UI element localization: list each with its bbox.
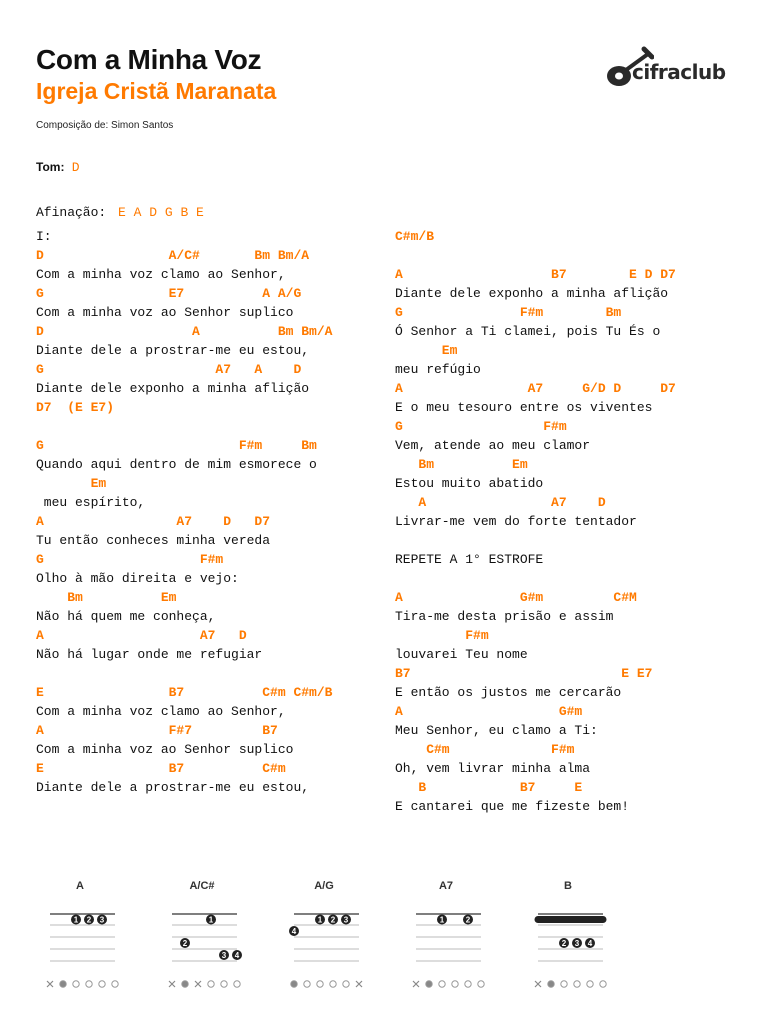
chord-diagram-grid [40, 902, 120, 992]
chord-line[interactable]: G A7 A D [36, 362, 302, 377]
open-string-marker [478, 981, 484, 987]
chord-line[interactable]: G F#m [36, 552, 224, 567]
chord-line[interactable]: Em [395, 343, 458, 358]
open-string-marker [73, 981, 79, 987]
chord-line[interactable]: G E7 A A/G [36, 286, 302, 301]
lyric-line [395, 246, 676, 265]
tom-row [36, 160, 80, 175]
open-string-marker [182, 981, 188, 987]
chord-diagram-grid [406, 902, 486, 992]
artist-link[interactable]: Igreja Cristã Maranata [36, 78, 277, 104]
finger-number: 2 [182, 939, 188, 948]
open-string-marker [60, 981, 66, 987]
open-string-marker [330, 981, 336, 987]
chord-line[interactable]: Em [36, 476, 107, 491]
chord-diagram-name: A [76, 880, 84, 892]
open-string-marker [452, 981, 458, 987]
lyric-line: louvarei Teu nome [395, 647, 528, 662]
chord-line[interactable]: G F#m Bm [36, 438, 317, 453]
muted-string-marker [169, 981, 175, 987]
song-title: Com a Minha Voz [36, 44, 262, 75]
chord-line[interactable]: Bm Em [36, 590, 177, 605]
chord-line[interactable]: F#m [395, 628, 489, 643]
lyric-line: Tira-me desta prisão e assim [395, 609, 614, 624]
open-string-marker [343, 981, 349, 987]
lyric-line: Estou muito abatido [395, 476, 544, 491]
open-string-marker [548, 981, 554, 987]
lyric-line [395, 569, 676, 588]
open-string-marker [221, 981, 227, 987]
finger-number: 1 [439, 915, 445, 925]
lyric-line: Tu então conheces minha vereda [36, 533, 271, 548]
chord-diagram[interactable] [162, 872, 242, 1002]
chord-line[interactable]: D7 (E E7) [36, 400, 115, 415]
chord-diagram-name: A/C# [189, 880, 215, 892]
lyric-line: Olho à mão direita e vejo: [36, 571, 239, 586]
lyric-line: Diante dele exponho a minha aflição [36, 381, 310, 396]
lyric-line: Não há quem me conheça, [36, 609, 216, 624]
lyric-line [36, 664, 332, 683]
chord-diagram[interactable] [40, 872, 120, 1002]
tuning-row [36, 205, 204, 220]
open-string-marker [234, 981, 240, 987]
finger-number: 4 [234, 951, 240, 960]
chord-line[interactable]: D A/C# Bm Bm/A [36, 248, 310, 263]
chord-diagram-grid [528, 902, 608, 992]
chord-line[interactable]: A G#m [395, 704, 583, 719]
open-string-marker [439, 981, 445, 987]
chord-line[interactable]: A G#m C#M [395, 590, 637, 605]
lyric-line: Oh, vem livrar minha alma [395, 761, 591, 776]
open-string-marker [600, 981, 606, 987]
lyric-line: meu espírito, [36, 495, 146, 510]
lyric-line: REPETE A 1° ESTROFE [395, 552, 544, 567]
lyric-line: E cantarei que me fizeste bem! [395, 799, 630, 814]
tuning-label: Afinação: [36, 205, 107, 220]
chord-line[interactable]: G F#m Bm [395, 305, 622, 320]
open-string-marker [99, 981, 105, 987]
open-string-marker [465, 981, 471, 987]
open-string-marker [291, 981, 297, 987]
open-string-marker [304, 981, 310, 987]
lyrics-column-right [395, 227, 676, 816]
muted-string-marker [535, 981, 541, 987]
chord-diagram-name: A7 [438, 880, 454, 892]
lyric-line: Não há lugar onde me refugiar [36, 647, 263, 662]
finger-number: 2 [330, 915, 336, 925]
chord-diagram-name: B [564, 880, 572, 892]
lyric-line [36, 417, 332, 436]
finger-number: 1 [208, 915, 214, 925]
composer-credit: Composição de: Simon Santos [36, 120, 174, 131]
lyric-line: Diante dele a prostrar-me eu estou, [36, 343, 310, 358]
finger-number: 2 [86, 915, 92, 925]
chord-diagram-name: A/G [314, 880, 334, 892]
open-string-marker [426, 981, 432, 987]
chord-line[interactable]: E B7 C#m [36, 761, 286, 776]
chord-line[interactable]: C#m/B [395, 229, 435, 244]
chord-line[interactable]: A A7 D D7 [36, 514, 271, 529]
muted-string-marker [47, 981, 53, 987]
lyric-line: Com a minha voz clamo ao Senhor, [36, 704, 286, 719]
muted-string-marker [356, 981, 362, 987]
open-string-marker [208, 981, 214, 987]
lyric-line: meu refúgio [395, 362, 481, 377]
open-string-marker [574, 981, 580, 987]
lyric-line: Com a minha voz clamo ao Senhor, [36, 267, 286, 282]
tuning-notes[interactable]: E A D G B E [118, 205, 204, 220]
chord-diagram-grid [162, 902, 242, 992]
finger-number: 2 [561, 939, 567, 948]
chord-diagram[interactable] [406, 872, 486, 1002]
chord-line[interactable]: A A7 G/D D D7 [395, 381, 676, 396]
chord-line[interactable]: Bm Em [395, 457, 528, 472]
open-string-marker [317, 981, 323, 987]
open-string-marker [112, 981, 118, 987]
lyric-line: I: [36, 229, 52, 244]
chord-line[interactable]: C#m F#m [395, 742, 575, 757]
chord-diagram[interactable] [528, 872, 608, 1002]
cifraclub-logo[interactable] [604, 46, 726, 92]
finger-number: 2 [465, 915, 471, 925]
finger-number: 4 [587, 939, 593, 948]
open-string-marker [86, 981, 92, 987]
lyric-line: Diante dele exponho a minha aflição [395, 286, 669, 301]
lyric-line: E então os justos me cercarão [395, 685, 622, 700]
lyric-line: Vem, atende ao meu clamor [395, 438, 591, 453]
lyric-line: Livrar-me vem do forte tentador [395, 514, 637, 529]
chord-line[interactable]: G F#m [395, 419, 567, 434]
chord-line[interactable]: A A7 D [395, 495, 606, 510]
chord-diagrams [40, 872, 740, 1002]
finger-number: 3 [99, 915, 105, 925]
lyric-line: E o meu tesouro entre os viventes [395, 400, 653, 415]
lyric-line: Ó Senhor a Ti clamei, pois Tu És o [395, 324, 661, 339]
finger-number: 3 [343, 915, 349, 925]
chord-line[interactable]: D A Bm Bm/A [36, 324, 333, 339]
muted-string-marker [413, 981, 419, 987]
lyric-line: Quando aqui dentro de mim esmorece o [36, 457, 317, 472]
chord-line[interactable]: B7 E E7 [395, 666, 653, 681]
lyric-line: Meu Senhor, eu clamo a Ti: [395, 723, 598, 738]
finger-number: 4 [291, 927, 297, 936]
open-string-marker [561, 981, 567, 987]
chord-line[interactable]: E B7 C#m C#m/B [36, 685, 333, 700]
tom-key[interactable]: D [71, 160, 80, 175]
chord-diagram[interactable] [284, 872, 364, 1002]
lyric-line [395, 531, 676, 550]
finger-number: 3 [574, 939, 580, 948]
lyric-line: Com a minha voz ao Senhor suplico [36, 742, 294, 757]
tom-label: Tom: [36, 160, 65, 174]
chord-line[interactable]: A B7 E D D7 [395, 267, 676, 282]
finger-number: 1 [317, 915, 323, 925]
muted-string-marker [195, 981, 201, 987]
finger-number: 3 [221, 951, 227, 960]
chord-line[interactable]: A A7 D [36, 628, 247, 643]
chord-diagram-grid [284, 902, 364, 992]
finger-number: 1 [73, 915, 79, 925]
lyric-line: Diante dele a prostrar-me eu estou, [36, 780, 310, 795]
chord-line[interactable]: A F#7 B7 [36, 723, 278, 738]
chord-line[interactable]: B B7 E [395, 780, 583, 795]
lyrics-column-left [36, 227, 332, 797]
lyric-line: Com a minha voz ao Senhor suplico [36, 305, 294, 320]
open-string-marker [587, 981, 593, 987]
logo-text: cifraclub [632, 60, 726, 84]
